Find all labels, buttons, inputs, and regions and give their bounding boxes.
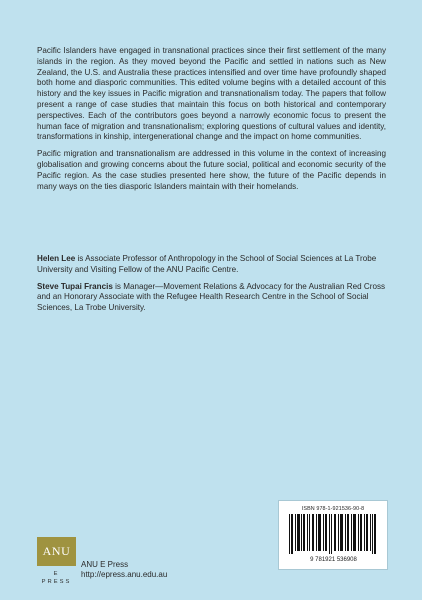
description-paragraph-2: Pacific migration and transnationalism are addressed in this volume in the context of increasing globalisation and growing concerns about the future social, political and economic security of the Pacific region. As the case studies presented here show, the future of the Pacific depends in many ways on the ties diasporic Islanders maintain with their homelands. [37,149,386,191]
author-bios [37,254,386,320]
publisher-name: ANU E Press [81,560,129,569]
author-bio-text-helen-lee: is Associate Professor of Anthropology in the School of Social Sciences at La Trobe University and Visiting Fellow of the ANU Pacific Centre. [37,254,377,274]
author-bio-text-steve-tupai-francis: is Manager—Movement Relations & Advocacy for the Australian Red Cross and an Honorary Associate with the Refugee Health Research Centre in the School of Social Sciences, La Trobe University. [37,281,386,313]
barcode-icon [285,514,382,564]
author-bio-helen-lee [37,254,386,276]
publisher-url: http://epress.anu.edu.au [81,570,168,579]
e-press-logo-text: E PRESS [41,571,72,585]
isbn-barcode-box [278,500,388,570]
barcode-digits: 9 781921 536908 [310,557,357,563]
anu-logo-mark: ANU [37,537,76,566]
author-bio-steve-tupai-francis [37,282,386,314]
publisher-info [81,560,167,580]
author-name-helen-lee: Helen Lee [37,254,76,263]
author-name-steve-tupai-francis: Steve Tupai Francis [37,281,113,291]
anu-e-press-logo [37,537,76,583]
isbn-label: ISBN 978-1-921536-90-8 [301,506,365,512]
description-paragraph-1: Pacific Islanders have engaged in transnational practices since their first settlement of the many islands in the region. As they moved beyond the Pacific and settled in nations such as New Zealand, the U.S. and Australia these practices intensified and over time have profoundly shaped both home and diasporic communities. This edited volume begins with a detailed account of this history and the key issues in Pacific migration and transnationalism today. The papers that follow present a range of case studies that maintain this focus on both historical and contemporary perspectives. Each of the contributors goes beyond a narrowly economic focus to present the human face of migration and transnationalism; exploring questions of cultural values and identity, transformations in kinship, intergenerational change and the impact on home communities. [37,46,386,142]
book-description [37,46,386,198]
